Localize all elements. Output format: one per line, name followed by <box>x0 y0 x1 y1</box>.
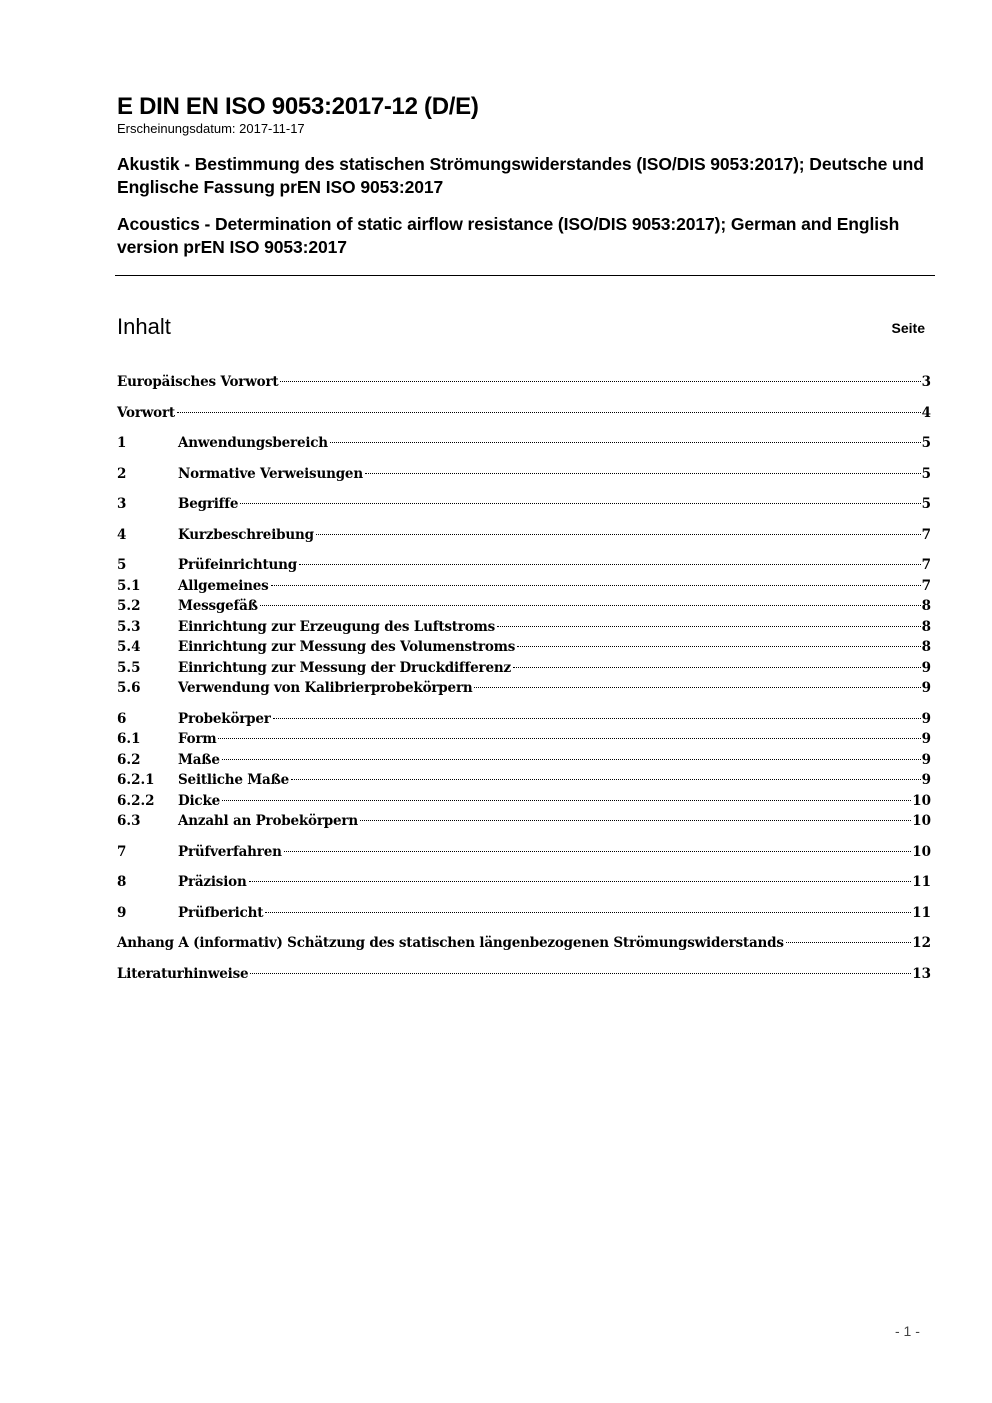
toc-entry-label: Europäisches Vorwort <box>117 374 279 390</box>
toc-entry-label: Begriffe <box>178 496 239 512</box>
toc-entry[interactable] <box>117 658 931 679</box>
toc-dot-leader <box>218 738 920 739</box>
toc-dot-leader <box>177 412 921 413</box>
toc-entry-page: 7 <box>921 526 931 543</box>
toc-entry-page: 5 <box>921 465 931 482</box>
toc-entry-label: Vorwort <box>117 404 175 421</box>
toc-entry-number: 1 <box>117 435 127 451</box>
toc-entry-number: 5.2 <box>117 598 141 614</box>
table-of-contents <box>117 372 931 984</box>
toc-entry[interactable] <box>117 842 931 863</box>
toc-dot-leader <box>291 779 921 780</box>
toc-entry-page: 8 <box>921 598 931 614</box>
toc-entry-page: 9 <box>921 772 931 788</box>
toc-entry-number: 6 <box>117 710 127 727</box>
toc-entry[interactable] <box>117 525 931 546</box>
toc-entry[interactable] <box>117 750 931 771</box>
toc-entry-page: 9 <box>921 710 931 727</box>
toc-entry[interactable] <box>117 811 931 832</box>
toc-entry-page: 8 <box>921 639 931 655</box>
toc-entry-page: 5 <box>921 496 931 512</box>
toc-header <box>117 312 927 342</box>
toc-entry[interactable] <box>117 729 931 750</box>
toc-entry-label: Normative Verweisungen <box>178 465 363 482</box>
toc-entry[interactable] <box>117 791 931 812</box>
toc-entry-label: Anzahl an Probekörpern <box>178 813 358 829</box>
toc-entry[interactable] <box>117 933 931 954</box>
toc-entry-page: 9 <box>921 680 931 696</box>
toc-entry[interactable] <box>117 555 931 576</box>
toc-entry-label: Verwendung von Kalibrierprobekörpern <box>178 680 473 696</box>
toc-dot-leader <box>513 667 921 668</box>
toc-entry[interactable] <box>117 576 931 597</box>
toc-dot-leader <box>250 973 911 974</box>
toc-entry-label: Form <box>178 731 217 747</box>
toc-title: Inhalt <box>117 314 171 339</box>
toc-entry-label: Maße <box>178 751 220 768</box>
toc-entry-label: Seitliche Maße <box>178 772 290 788</box>
toc-entry-label: Einrichtung zur Messung der Druckdifferenz <box>178 659 511 676</box>
toc-entry[interactable] <box>117 770 931 791</box>
toc-entry-label: Messgefäß <box>178 598 258 614</box>
toc-entry-page: 8 <box>921 618 931 635</box>
toc-entry-number: 5.6 <box>117 680 141 696</box>
toc-entry-number: 7 <box>117 843 127 860</box>
toc-dot-leader <box>222 800 911 801</box>
toc-dot-leader <box>249 881 912 882</box>
toc-entry-number: 6.2.2 <box>117 792 155 809</box>
toc-dot-leader <box>260 605 921 606</box>
toc-dot-leader <box>316 534 921 535</box>
toc-entry-number: 5.4 <box>117 639 141 655</box>
toc-entry[interactable] <box>117 494 931 515</box>
toc-entry-label: Präzision <box>178 874 247 890</box>
toc-entry-number: 6.3 <box>117 813 141 829</box>
document-title: E DIN EN ISO 9053:2017-12 (D/E) <box>117 93 479 120</box>
toc-entry-label: Dicke <box>178 792 220 809</box>
toc-entry-page: 7 <box>921 577 931 594</box>
toc-dot-leader <box>330 442 921 443</box>
toc-entry[interactable] <box>117 964 931 985</box>
english-title: Acoustics - Determination of static airflow resistance (ISO/DIS 9053:2017); German and English version prEN ISO 9053:2017 <box>117 214 900 257</box>
toc-entry-label: Anhang A (informativ) Schätzung des statischen längenbezogenen Strömungswiderstands <box>117 935 784 951</box>
toc-entry-label: Literaturhinweise <box>117 965 249 982</box>
toc-entry-page: 10 <box>912 792 931 809</box>
toc-entry-page: 10 <box>912 813 931 829</box>
toc-entry-page: 4 <box>921 404 931 421</box>
toc-entry-number: 4 <box>117 526 127 543</box>
toc-entry-label: Prüfbericht <box>178 904 264 921</box>
toc-dot-leader <box>786 942 911 943</box>
toc-entry-number: 6.2.1 <box>117 772 155 788</box>
toc-dot-leader <box>299 564 921 565</box>
toc-entry[interactable] <box>117 903 931 924</box>
toc-entry-label: Probekörper <box>178 710 271 727</box>
toc-entry[interactable] <box>117 637 931 658</box>
toc-entry-page: 3 <box>921 374 931 390</box>
toc-entry-page: 11 <box>912 874 931 890</box>
publication-date: Erscheinungsdatum: 2017-11-17 <box>117 121 305 136</box>
toc-dot-leader <box>240 503 920 504</box>
toc-entry-number: 6.1 <box>117 731 141 747</box>
toc-entry-label: Einrichtung zur Erzeugung des Luftstroms <box>178 618 496 635</box>
toc-entry[interactable] <box>117 617 931 638</box>
toc-dot-leader <box>271 585 921 586</box>
toc-dot-leader <box>474 687 920 688</box>
toc-entry-page: 13 <box>912 965 931 982</box>
document-header <box>117 93 935 259</box>
toc-entry-label: Einrichtung zur Messung des Volumenstroms <box>178 639 516 655</box>
toc-entry-number: 5.1 <box>117 577 141 594</box>
toc-dot-leader <box>222 759 921 760</box>
toc-entry-page: 7 <box>921 557 931 573</box>
toc-entry-page: 9 <box>921 659 931 676</box>
toc-entry-page: 12 <box>912 935 931 951</box>
toc-entry-number: 8 <box>117 874 127 890</box>
toc-entry-label: Allgemeines <box>178 577 269 594</box>
german-title: Akustik - Bestimmung des statischen Strömungswiderstandes (ISO/DIS 9053:2017); Deutsche und Englische Fassung prEN ISO 9053:2017 <box>117 154 924 197</box>
toc-entry[interactable] <box>117 596 931 617</box>
page-number: - 1 - <box>895 1323 920 1339</box>
toc-entry-page: 5 <box>921 435 931 451</box>
toc-entry[interactable] <box>117 709 931 730</box>
toc-entry[interactable] <box>117 433 931 454</box>
toc-entry-label: Anwendungsbereich <box>178 435 328 451</box>
toc-entry-label: Prüfeinrichtung <box>178 557 298 573</box>
toc-dot-leader <box>365 473 921 474</box>
toc-entry[interactable] <box>117 372 931 393</box>
toc-entry-number: 5 <box>117 557 127 573</box>
toc-entry-number: 5.3 <box>117 618 141 635</box>
header-divider <box>115 275 935 276</box>
toc-page-column-label: Seite <box>891 320 925 336</box>
toc-entry-label: Kurzbeschreibung <box>178 526 314 543</box>
toc-entry-number: 5.5 <box>117 659 141 676</box>
toc-entry[interactable] <box>117 678 931 699</box>
toc-dot-leader <box>284 851 911 852</box>
toc-entry-number: 9 <box>117 904 127 921</box>
toc-entry-label: Prüfverfahren <box>178 843 282 860</box>
toc-entry[interactable] <box>117 872 931 893</box>
toc-dot-leader <box>497 626 921 627</box>
toc-entry-page: 9 <box>921 751 931 768</box>
toc-dot-leader <box>265 912 911 913</box>
toc-dot-leader <box>517 646 920 647</box>
toc-entry-number: 3 <box>117 496 127 512</box>
toc-entry-number: 6.2 <box>117 751 141 768</box>
toc-dot-leader <box>280 381 920 382</box>
toc-entry-number: 2 <box>117 465 127 482</box>
toc-entry[interactable] <box>117 464 931 485</box>
toc-entry-page: 9 <box>921 731 931 747</box>
toc-entry-page: 11 <box>912 904 931 921</box>
toc-dot-leader <box>360 820 911 821</box>
toc-dot-leader <box>273 718 921 719</box>
toc-entry-page: 10 <box>912 843 931 860</box>
toc-entry[interactable] <box>117 403 931 424</box>
